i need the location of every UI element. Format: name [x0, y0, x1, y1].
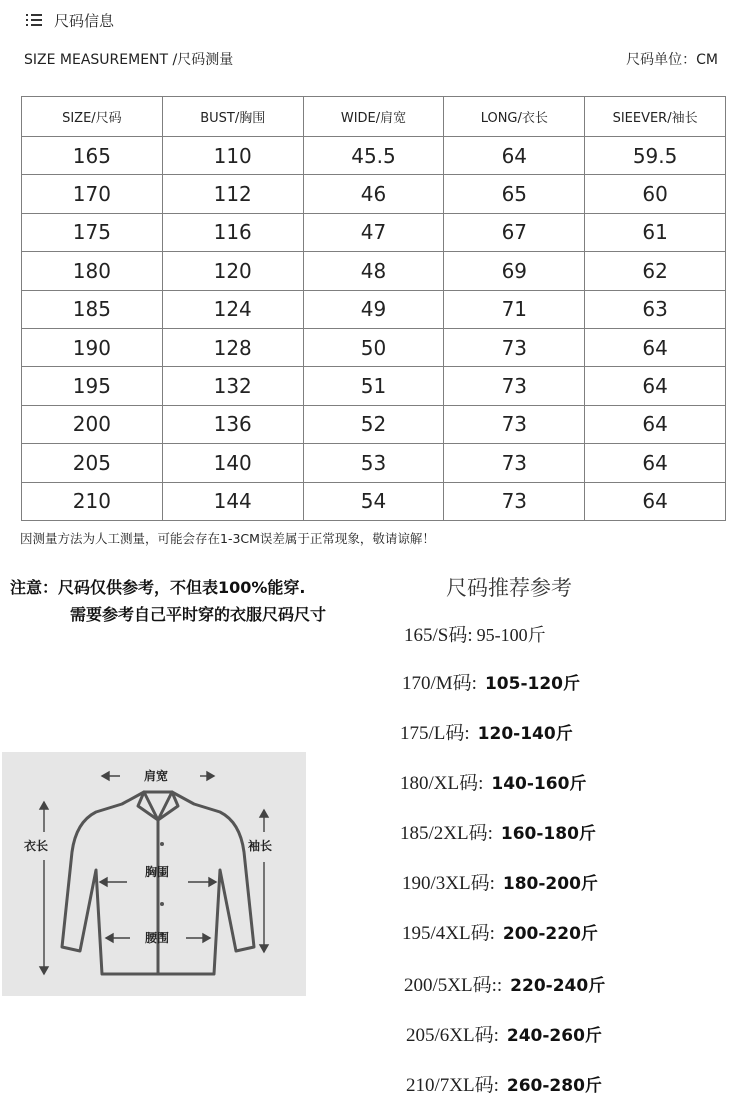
label-length: 衣长: [24, 839, 49, 853]
recommend-size: 165/S码:: [404, 625, 473, 646]
label-shoulder: 肩宽: [144, 769, 169, 783]
recommend-size: 180/XL码:: [400, 773, 484, 794]
table-row: [22, 175, 726, 213]
size-unit-label: 尺码单位：CM: [626, 52, 718, 68]
recommend-size: 205/6XL码:: [406, 1025, 499, 1046]
table-header-row: [22, 97, 726, 137]
cell-bust: 120: [162, 252, 303, 290]
cell-bust: 116: [162, 213, 303, 251]
cell-wide: 48: [303, 252, 444, 290]
recommend-item: [406, 1020, 602, 1047]
column-header-long: LONG/衣长: [444, 97, 585, 137]
cell-bust: 112: [162, 175, 303, 213]
table-row: [22, 444, 726, 482]
cell-bust: 140: [162, 444, 303, 482]
column-header-sleeve: SIEEVER/袖长: [585, 97, 726, 137]
measurement-disclaimer: 因测量方法为人工测量，可能会存在1-3CM误差属于正常现象，敬请谅解！: [20, 531, 435, 546]
cell-wide: 46: [303, 175, 444, 213]
label-sleeve: 袖长: [248, 839, 273, 853]
cell-long: 67: [444, 213, 585, 251]
size-measurement-label: SIZE MEASUREMENT /尺码测量: [24, 52, 234, 68]
recommend-weight: 260-280斤: [506, 1076, 602, 1096]
cell-wide: 47: [303, 213, 444, 251]
cell-long: 71: [444, 290, 585, 328]
recommend-item: [400, 718, 573, 745]
cell-long: 64: [444, 137, 585, 175]
recommend-size: 170/M码:: [402, 673, 477, 694]
recommend-item: [400, 818, 596, 845]
cell-sleeve: 64: [585, 405, 726, 443]
table-row: [22, 405, 726, 443]
cell-size: 175: [22, 213, 163, 251]
section-header: [26, 8, 114, 32]
recommend-size: 200/5XL码::: [404, 975, 503, 996]
cell-bust: 128: [162, 328, 303, 366]
cell-bust: 144: [162, 482, 303, 520]
table-row: [22, 252, 726, 290]
size-table: [21, 96, 726, 521]
cell-sleeve: 63: [585, 290, 726, 328]
size-note: [10, 574, 326, 628]
cell-sleeve: 61: [585, 213, 726, 251]
recommend-size: 195/4XL码:: [402, 923, 495, 944]
cell-size: 210: [22, 482, 163, 520]
cell-long: 73: [444, 482, 585, 520]
shirt-diagram-svg: [2, 752, 306, 996]
cell-sleeve: 62: [585, 252, 726, 290]
cell-size: 185: [22, 290, 163, 328]
cell-bust: 132: [162, 367, 303, 405]
recommend-weight: 180-200斤: [502, 874, 598, 894]
label-waist: 腰围: [145, 931, 170, 945]
cell-wide: 49: [303, 290, 444, 328]
recommend-weight: 140-160斤: [491, 774, 587, 794]
recommend-item: [404, 970, 605, 997]
cell-wide: 50: [303, 328, 444, 366]
column-header-size: SIZE/尺码: [22, 97, 163, 137]
cell-sleeve: 64: [585, 367, 726, 405]
cell-bust: 110: [162, 137, 303, 175]
recommend-weight: 120-140斤: [477, 724, 573, 744]
recommend-size: 185/2XL码:: [400, 823, 493, 844]
recommend-item: [404, 620, 546, 647]
note-line-1: 注意：尺码仅供参考，不但表100%能穿.: [10, 578, 306, 597]
cell-size: 190: [22, 328, 163, 366]
recommend-item: [402, 668, 580, 695]
cell-size: 180: [22, 252, 163, 290]
recommend-item: [406, 1070, 602, 1097]
recommend-weight: 95-100斤: [476, 625, 546, 645]
cell-wide: 52: [303, 405, 444, 443]
cell-size: 205: [22, 444, 163, 482]
recommend-size: 210/7XL码:: [406, 1075, 499, 1096]
cell-bust: 136: [162, 405, 303, 443]
cell-wide: 53: [303, 444, 444, 482]
recommend-item: [402, 868, 598, 895]
recommend-size: 175/L码:: [400, 723, 470, 744]
column-header-wide: WIDE/肩宽: [303, 97, 444, 137]
cell-long: 73: [444, 328, 585, 366]
table-row: [22, 367, 726, 405]
cell-size: 165: [22, 137, 163, 175]
recommend-weight: 160-180斤: [500, 824, 596, 844]
cell-long: 65: [444, 175, 585, 213]
label-bust: 胸围: [145, 865, 170, 879]
cell-sleeve: 64: [585, 444, 726, 482]
recommend-weight: 240-260斤: [506, 1026, 602, 1046]
cell-long: 73: [444, 444, 585, 482]
cell-sleeve: 64: [585, 328, 726, 366]
cell-wide: 54: [303, 482, 444, 520]
recommend-size: 190/3XL码:: [402, 873, 495, 894]
recommend-weight: 220-240斤: [510, 976, 606, 996]
table-row: [22, 482, 726, 520]
cell-sleeve: 60: [585, 175, 726, 213]
recommend-weight: 105-120斤: [484, 674, 580, 694]
cell-wide: 45.5: [303, 137, 444, 175]
section-title: 尺码信息: [54, 11, 115, 30]
cell-bust: 124: [162, 290, 303, 328]
cell-sleeve: 64: [585, 482, 726, 520]
garment-measurement-diagram: [2, 752, 306, 996]
cell-size: 200: [22, 405, 163, 443]
cell-long: 73: [444, 405, 585, 443]
cell-long: 73: [444, 367, 585, 405]
table-row: [22, 290, 726, 328]
recommend-title: 尺码推荐参考: [446, 576, 572, 600]
recommend-item: [400, 768, 586, 795]
table-row: [22, 328, 726, 366]
recommend-item: [402, 918, 598, 945]
cell-size: 195: [22, 367, 163, 405]
table-row: [22, 213, 726, 251]
column-header-bust: BUST/胸围: [162, 97, 303, 137]
cell-size: 170: [22, 175, 163, 213]
note-line-2: 需要参考自己平时穿的衣服尺码尺寸: [70, 605, 327, 624]
cell-long: 69: [444, 252, 585, 290]
cell-sleeve: 59.5: [585, 137, 726, 175]
list-icon: [26, 13, 42, 27]
table-row: [22, 137, 726, 175]
recommend-weight: 200-220斤: [502, 924, 598, 944]
cell-wide: 51: [303, 367, 444, 405]
